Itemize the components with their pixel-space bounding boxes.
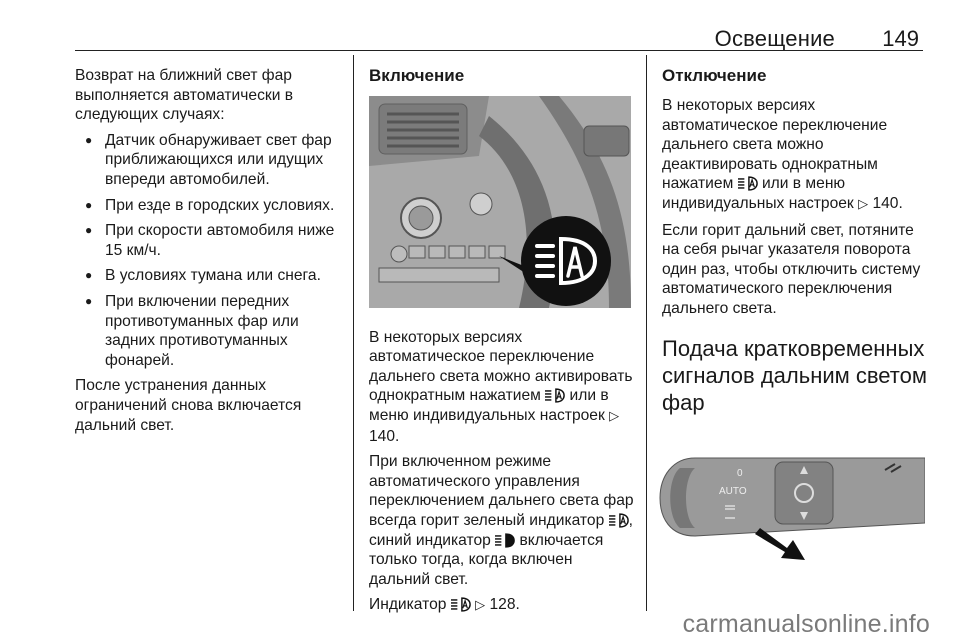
intro-paragraph: Возврат на ближний свет фар выполняется автоматически в следующих случаях: <box>75 67 294 124</box>
page-reference[interactable]: 128. <box>489 596 520 614</box>
watermark: carmanualsonline.info <box>682 610 930 638</box>
section-heading-activation: Включение <box>369 66 465 85</box>
stalk-label-auto: AUTO <box>719 486 747 497</box>
page-reference[interactable]: 140. <box>369 427 400 445</box>
section-heading-deactivation: Отключение <box>662 66 767 85</box>
high-beam-icon <box>495 533 515 548</box>
page-ref-arrow-icon: ▷ <box>609 408 620 424</box>
turn-signal-stalk-figure <box>655 448 925 578</box>
column-1 <box>75 66 340 441</box>
deactivation-paragraph: В некоторых версиях автоматическое переключение дальнего света можно деактивировать однократным нажатием или в меню индивидуальных настроек ▷ 140. <box>662 97 903 212</box>
list-item: ● В условиях тумана или снега. <box>75 266 340 286</box>
list-item: ● При включении передних противотуманных фар или задних противотуманных фонарей. <box>75 292 340 370</box>
dashboard-figure <box>369 96 631 308</box>
page-ref-arrow-icon: ▷ <box>475 598 486 614</box>
page-title: Освещение <box>714 26 835 51</box>
auto-high-beam-icon <box>451 597 471 612</box>
auto-high-beam-icon <box>545 388 565 403</box>
outro-paragraph: После устранения данных ограничений снова включается дальний свет. <box>75 377 302 434</box>
stalk-label-zero: 0 <box>737 468 743 479</box>
column-2 <box>369 66 634 622</box>
indicator-reference-paragraph: Индикатор ▷ 128. <box>369 596 520 614</box>
column-divider <box>353 55 354 611</box>
activation-paragraph: В некоторых версиях автоматическое переключение дальнего света можно активировать однократным нажатием или в меню индивидуальных настроек ▷ 140. <box>369 328 633 445</box>
page-header <box>75 26 923 54</box>
list-item: ● При езде в городских условиях. <box>75 196 340 216</box>
column-3 <box>662 66 930 416</box>
column-divider <box>646 55 647 611</box>
auto-high-beam-icon <box>738 176 758 191</box>
indicator-paragraph: При включенном режиме автоматического управления переключением дальнего света фар всегда горит зеленый индикатор , синий индикатор включается только тогда, когда включен дальний свет. <box>369 453 634 588</box>
list-item: ● При скорости автомобиля ниже 15 км/ч. <box>75 221 340 260</box>
lever-paragraph: Если горит дальний свет, потяните на себя рычаг указателя поворота один раз, чтобы отключить систему автоматического переключения дальнего света. <box>662 221 921 317</box>
auto-high-beam-icon <box>609 513 629 528</box>
page-reference[interactable]: 140. <box>872 194 903 212</box>
page-ref-arrow-icon: ▷ <box>858 196 869 212</box>
list-item: ● Датчик обнаруживает свет фар приближающихся или идущих впереди автомобилей. <box>75 131 340 190</box>
condition-list <box>75 131 340 371</box>
section-title-flash: Подача кратковременных сигналов дальним светом фар <box>662 335 927 415</box>
header-rule <box>75 50 923 51</box>
page-number: 149 <box>882 26 919 51</box>
